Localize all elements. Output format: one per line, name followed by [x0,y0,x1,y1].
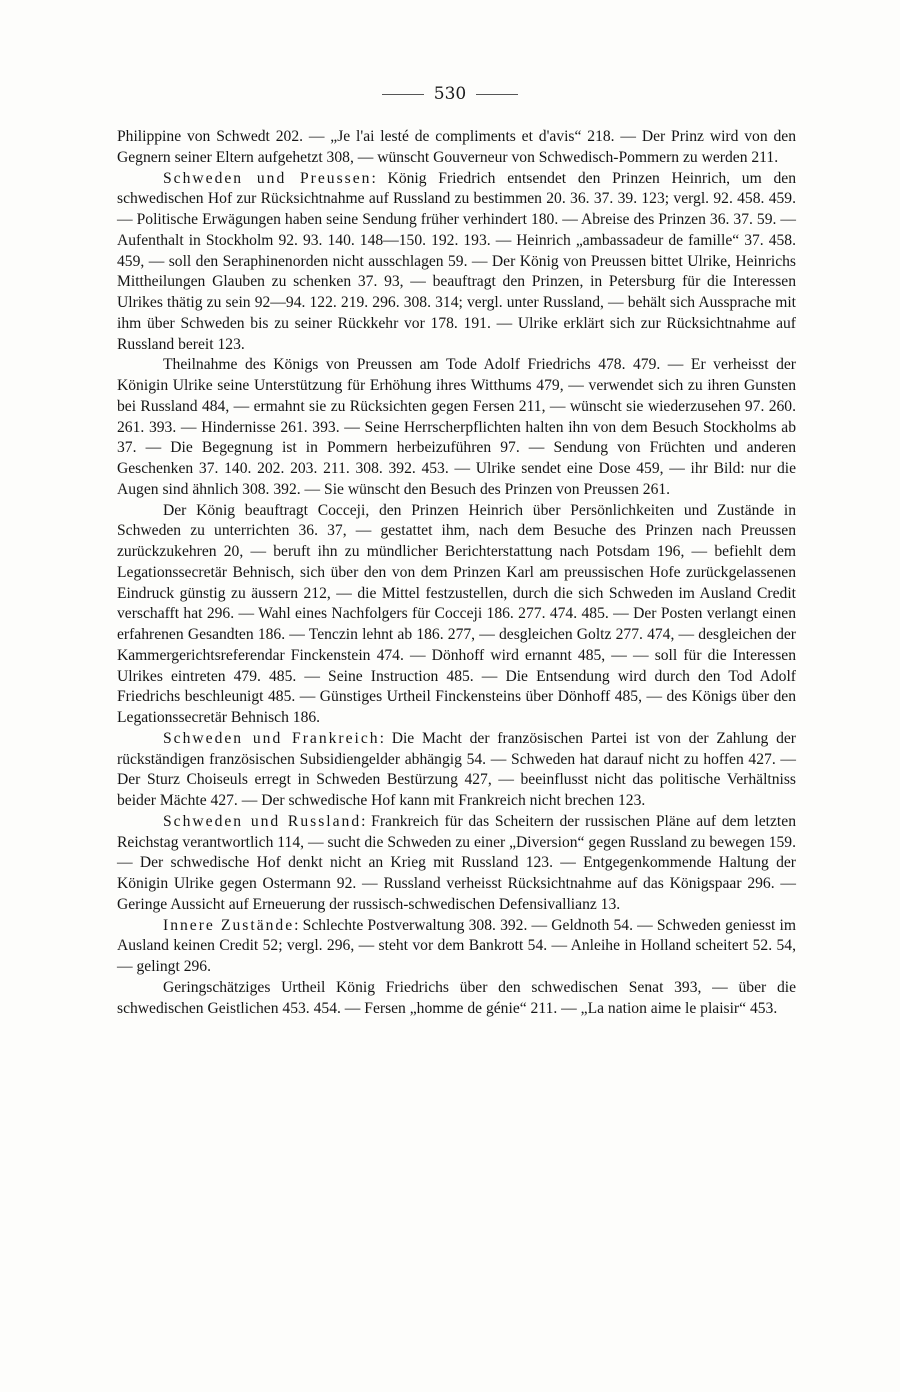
section-heading: Schweden und Russland [163,812,362,830]
section-heading: Innere Zustände [163,916,295,934]
page-header [0,84,900,104]
paragraph-2: Schweden und Preussen: König Friedrich entsendet den Prinzen Heinrich, um den schwedischen Hof zur Rücksichtnahme auf Russland zu bestimmen 20. 36. 37. 39. 123; vergl. 92. 458. 459. — Politische Erwägungen haben seine Sendung früher verhindert 180. — Abreise des Prinzen 36. 37. 59. — Aufenthalt in Stockholm 92. 93. 140. 148—150. 192. 193. — Heinrich „ambassadeur de famille“ 37. 458. 459, — soll den Seraphinenorden nicht ausschlagen 59. — Der König von Preussen bittet Ulrike, Heinrichs Mittheilungen Glauben zu schenken 37. 93, — beauftragt den Prinzen, in Petersburg für die Interessen Ulrikes thätig zu sein 92—94. 122. 219. 296. 308. 314; vergl. unter Russland, — behält sich Aussprache mit ihm über Schweden bis zu seiner Rückkehr vor 178. 191. — Ulrike erklärt sich zur Rücksichtnahme auf Russland bereit 123. [117,169,796,353]
section-heading: Schweden und Frankreich [163,729,380,747]
page-number: 530 [433,84,467,104]
paragraph-8: Geringschätziges Urtheil König Friedrichs über den schwedischen Senat 393, — über die schwedischen Geistlichen 453. 454. — Fersen „homme de génie“ 211. — „La nation aime le plaisir“ 453. [117,978,796,1017]
paragraph-1: Philippine von Schwedt 202. — „Je l'ai lesté de compliments et d'avis“ 218. — Der Prinz wird von den Gegnern seiner Eltern aufgehetzt 308, — wünscht Gouverneur von Schwedisch-Pommern zu werden 211. [117,128,796,166]
section-heading: Schweden und Preussen [163,169,372,187]
paragraph-7: Innere Zustände: Schlechte Postverwaltung 308. 392. — Geldnoth 54. — Schweden geniesst im Ausland keinen Credit 52; vergl. 296, — steht vor dem Bankrott 54. — Anleihe in Holland scheitert 52. 54, — gelingt 296. [117,916,796,975]
paragraph-6: Schweden und Russland: Frankreich für das Scheitern der russischen Pläne auf dem letzten Reichstag verantwortlich 114, — sucht die Schweden zu einer „Diversion“ gegen Russland zu bewegen 159. — Der schwedische Hof denkt nicht an Krieg mit Russland 123. — Entgegenkommende Haltung der Königin Ulrike gegen Ostermann 92. — Russland verheisst Rücksichtnahme auf das Königspaar 296. — Geringe Aussicht auf Erneuerung der russisch-schwedischen Defensivallianz 13. [117,812,796,913]
header-rule-right [476,94,518,95]
paragraph-5: Schweden und Frankreich: Die Macht der französischen Partei ist von der Zahlung der rückständigen französischen Subsidiengelder abhängig 54. — Schweden hat darauf nicht zu hoffen 427. — Der Sturz Choiseuls erregt in Schweden Bestürzung 427, — beeinflusst nicht das politische Verhältniss beider Mächte 427. — Der schwedische Hof kann mit Frankreich nicht brechen 123. [117,729,797,809]
paragraph-4: Der König beauftragt Cocceji, den Prinzen Heinrich über Persönlichkeiten und Zustände in Schweden zu unterrichten 36. 37, — gestattet ihm, nach dem Besuche des Prinzen nach Preussen zurückzukehren 20, — beruft ihn zu mündlicher Berichterstattung nach Potsdam 196, — befiehlt dem Legationssecretär Behnisch, sich über den von dem Prinzen Karl am preussischen Hofe zurückgelassenen Eindruck günstig zu äussern 212, — die Mittel festzustellen, durch die sich Schweden im Ausland Credit verschafft hat 296. — Wahl eines Nachfolgers für Cocceji 186. 277. 474. 485. — Der Posten verlangt einen erfahrenen Gesandten 186. — Tenczin lehnt ab 186. 277, — desgleichen Goltz 277. 474, — desgleichen der Kammergerichtsreferendar Finckenstein 474. — Dönhoff wird ernannt 485, — — soll für die Interessen Ulrikes eintreten 479. 485. — Seine Instruction 485. — Die Entsendung wird durch den Tod Adolf Friedrichs beschleunigt 485. — Günstiges Urtheil Finckensteins über Dönhoff 485, — des Königs über den Legationssecretär Behnisch 186. [117,501,796,726]
header-rule-left [382,94,424,95]
index-text [117,127,796,1019]
paragraph-3: Theilnahme des Königs von Preussen am Tode Adolf Friedrichs 478. 479. — Er verheisst der Königin Ulrike seine Unterstützung für Erhöhung ihres Witthums 479, — verwendet sich zu ihren Gunsten bei Russland 484, — ermahnt sie zu Rücksichten gegen Fersen 211, — wünscht sie wiederzusehen 97. 260. 261. 393. — Hindernisse 261. 393. — Seine Herrscherpflichten halten ihn von dem Besuch Stockholms ab 37. — Die Begegnung ist in Pommern herbeizuführen 97. — Sendung von Früchten und anderen Geschenken 37. 140. 202. 203. 211. 308. 392. 453. — Ulrike sendet eine Dose 459, — ihr Bild: nur die Augen sind ähnlich 308. 392. — Sie wünscht den Besuch des Prinzen von Preussen 261. [117,356,796,498]
